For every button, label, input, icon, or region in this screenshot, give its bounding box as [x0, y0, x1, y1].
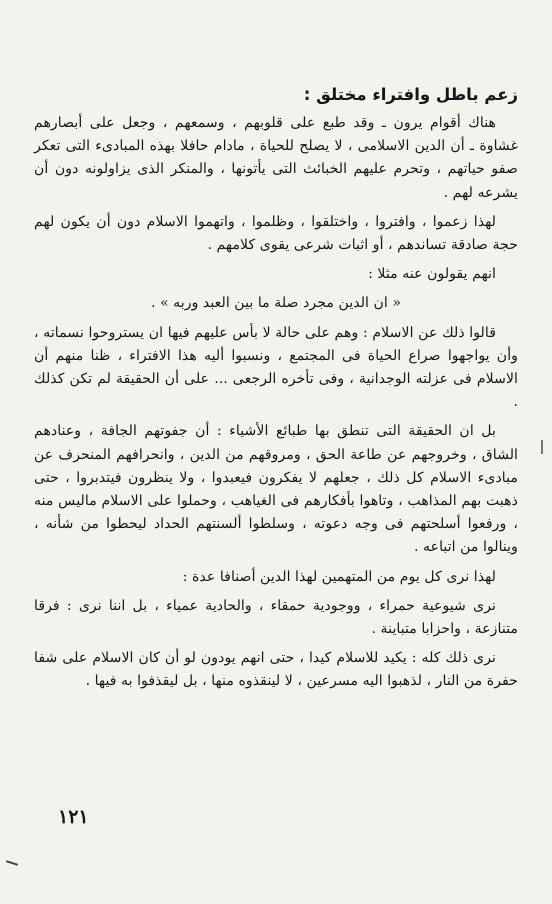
paragraph-7: نرى شيوعية حمراء ، ووجودية حمقاء ، والحادية عمياء ، بل اننا نرى : فرقا متنازعة ، واحزابا متباينة . [34, 597, 518, 638]
paragraph-8: نرى ذلك كله : يكيد للاسلام كيدا ، حتى انهم يودون لو أن كان الاسلام على شفا حفرة من النار ، لذهبوا اليه مسرعين ، لا لينقذوه منها ، بل ليقذفوا به فيها . [34, 650, 518, 690]
page-number: ١٢١ [58, 806, 89, 828]
paragraph-5: بل ان الحقيقة التى تنطق بها طبائع الأشياء : أن جفوتهم الجافة ، وعنادهم الشاق ، وخروجهم عن طاعة الحق ، ومروقهم من الدين ، وانحرافهم المنحرف عن مبادىء الاسلام كل ذلك ، جعلهم لا يفكرون فيعبدوا ، ولا ينظرون فيتدبروا ، حتى ذهبت بهم المذاهب ، وتاهوا بأفكارهم فى الغياهب ، وحملوا على الاسلام ماليس منه ، ورفعوا أسلحتهم فى وجه دعوته ، وسلطوا ألسنتهم الحداد ليحطوا من شأنه ، وينالوا من اتباعه . [34, 423, 518, 556]
quotation: « ان الدين مجرد صلة ما بين العبد وربه » . [150, 295, 402, 312]
section-heading: زعم باطل وافتراء مختلق : [303, 85, 518, 104]
page-content [34, 82, 518, 700]
paragraph-2: لهذا زعموا ، وافتروا ، واختلقوا ، وظلموا ، واتهموا الاسلام دون أن يكون لهم حجة صادقة تساندهم ، أو اثبات شرعى يقوى كلامهم . [34, 213, 518, 254]
paragraph-6: لهذا نرى كل يوم من المتهمين لهذا الدين أصنافا عدة : [182, 568, 496, 585]
paragraph-4: قالوا ذلك عن الاسلام : وهم على حالة لا بأس عليهم فيها ان يستروحوا نسماته ، وأن يواجهوا صراع الحياة فى المجتمع ، ونسبوا أليه هذا الافتراء ، ظنا منهم أن الاسلام فى عزلته الوجدانية ، وفى تأخره الرجعى ... على أن الحقيقة لم تكن كذلك . [34, 324, 518, 411]
edge-mark [541, 440, 543, 454]
scan-mark [6, 860, 18, 866]
paragraph-3: انهم يقولون عنه مثلا : [368, 266, 496, 283]
paragraph-1: هناك أقوام يرون ـ وقد طبع على قلوبهم ، وسمعهم ، وجعل على أبصارهم غشاوة ـ أن الدين الاسلامى ، لا يصلح للحياة ، مادام حافلا بهذه المبادىء التى تعكر صفو حياتهم ، وتحرم عليهم الخبائث التى يأتونها ، والمنكر الذى يزاولونه دون أن يشرعه لهم . [34, 115, 518, 201]
